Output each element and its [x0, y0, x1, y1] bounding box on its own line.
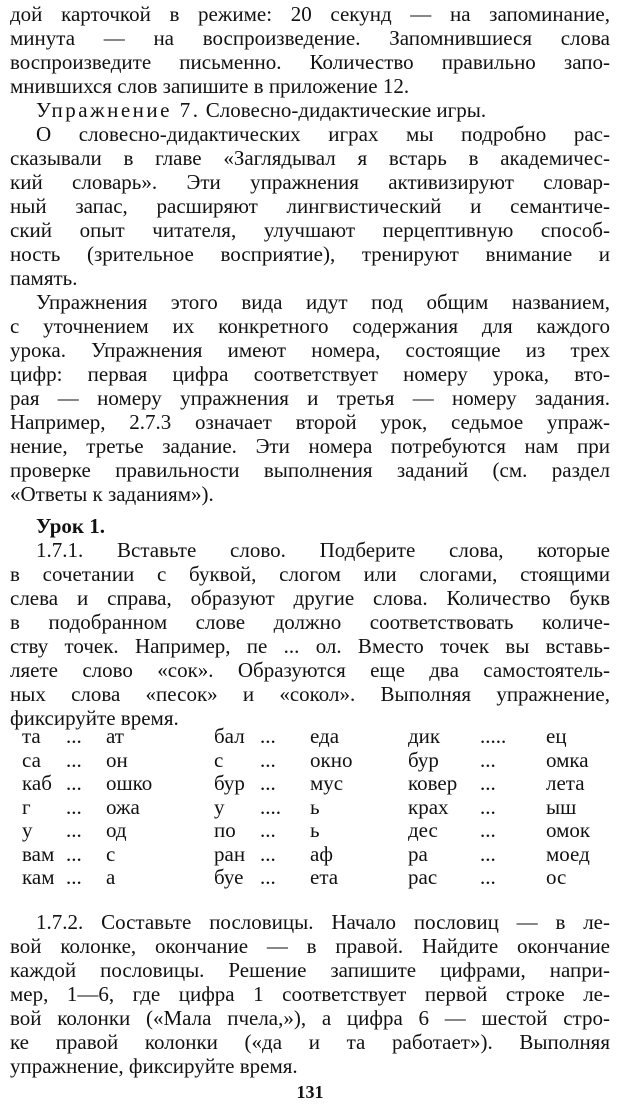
- word-part: у: [22, 818, 33, 842]
- dots-gap: ...: [66, 794, 82, 819]
- word-part: од: [106, 818, 127, 842]
- dots-gap: ...: [260, 724, 276, 748]
- word-part: ец: [546, 724, 567, 748]
- word-part: ран: [214, 841, 246, 866]
- page-number: 131: [296, 1082, 324, 1102]
- dots-gap: ...: [480, 747, 496, 772]
- word-part: ыш: [546, 794, 577, 819]
- word-part: окно: [310, 747, 353, 772]
- dots-gap: ...: [480, 794, 496, 819]
- text-line: каждой пословицы. Решение запишите цифрами, напри-: [10, 958, 610, 982]
- text-line: с уточнением их конкретного содержания для каждого: [10, 314, 610, 338]
- text-line: дой карточкой в режиме: 20 секунд — на запоминание,: [10, 2, 610, 26]
- dots-gap: ...: [260, 747, 276, 772]
- word-part: у: [214, 794, 225, 819]
- text-line: проверке правильности выполнения заданий (см. раздел: [10, 458, 610, 482]
- dots-gap: ...: [480, 841, 496, 866]
- word-part: моед: [546, 841, 590, 866]
- text-line: Например, 2.7.3 означает второй урок, седьмое упраж-: [10, 410, 610, 434]
- text-line: воспроизведите письменно. Количество правильно запо-: [10, 50, 610, 74]
- word-part: ра: [408, 841, 428, 866]
- lesson-heading: Урок 1.: [36, 514, 105, 538]
- word-part: та: [22, 724, 41, 748]
- text-line: цифр: первая цифра соответствует номеру урока, вто-: [10, 362, 610, 386]
- word-part: ат: [106, 724, 124, 748]
- word-part: вам: [22, 841, 55, 866]
- exercise-title: Словесно-дидактические игры.: [205, 98, 487, 122]
- text-line: мнившихся слов запишите в приложение 12.: [10, 74, 410, 98]
- word-part: ошко: [106, 771, 153, 795]
- text-line: ный запас, расширяют лингвистический и семантиче-: [10, 194, 610, 218]
- text-line: вой колонки («Мала пчела,»), а цифра 6 — шестой стро-: [10, 1006, 610, 1030]
- text-line: ский опыт читателя, улучшают перцептивную способ-: [10, 218, 610, 242]
- text-line: ных слова «песок» и «сокол». Выполняя упражнение,: [10, 682, 610, 706]
- word-part: мус: [310, 771, 344, 795]
- text-line: О словесно-дидактических играх мы подробно рас-: [36, 122, 610, 146]
- text-line: урока. Упражнения имеют номера, состоящие из трех: [10, 338, 610, 362]
- text-line: ству точек. Например, пе ... ол. Вместо точек вы вставь-: [10, 634, 610, 658]
- word-part: ос: [546, 865, 567, 889]
- dots-gap: ...: [480, 818, 496, 842]
- dots-gap: ...: [260, 818, 276, 842]
- word-part: он: [106, 747, 128, 772]
- word-part: г: [22, 794, 31, 819]
- word-part: ковер: [408, 771, 458, 795]
- text-line: фиксируйте время.: [10, 706, 179, 730]
- dots-gap: ...: [66, 841, 82, 866]
- word-part: ь: [310, 794, 320, 819]
- text-line: 1.7.2. Составьте пословицы. Начало пословиц — в ле-: [36, 910, 610, 934]
- text-line: ке правой колонки («да и та работает»). Выполняя: [10, 1030, 610, 1054]
- text-line: вой колонке, окончание — в правой. Найдите окончание: [10, 934, 610, 958]
- word-part: бал: [214, 724, 245, 748]
- text-line: ляете слово «сок». Образуются еще два самостоятель-: [10, 658, 610, 682]
- word-part: дик: [408, 724, 441, 748]
- word-part: са: [22, 747, 41, 772]
- dots-gap: ...: [480, 771, 496, 795]
- word-part: по: [214, 818, 236, 842]
- text-line: память.: [10, 266, 78, 290]
- text-line: в сочетании с буквой, слогом или слогами, стоящими: [10, 562, 610, 586]
- word-part: кам: [22, 865, 55, 889]
- dots-gap: ...: [260, 771, 276, 795]
- dots-gap: ...: [66, 818, 82, 842]
- word-part: омка: [546, 747, 589, 772]
- word-part: а: [106, 865, 116, 889]
- text-line: нение, третье задание. Эти номера потребуются нам при: [10, 434, 610, 458]
- word-part: рас: [408, 865, 438, 889]
- text-line: минута — на воспроизведение. Запомнившиеся слова: [10, 26, 610, 50]
- word-part: еда: [310, 724, 340, 748]
- word-part: омок: [546, 818, 591, 842]
- exercise-heading: [0, 98, 620, 122]
- text-line: ность (зрительное восприятие), тренируют внимание и: [10, 242, 610, 266]
- text-line: «Ответы к заданиям»).: [10, 482, 214, 506]
- word-part: бур: [214, 771, 245, 795]
- word-part: аф: [310, 841, 333, 866]
- dots-gap: .....: [480, 724, 507, 748]
- text-line: кий словарь». Эти упражнения активизируют словар-: [10, 170, 610, 194]
- dots-gap: ....: [260, 794, 281, 819]
- word-part: буе: [214, 865, 244, 889]
- text-line: сказывали в главе «Заглядывал я встарь в академичес-: [10, 146, 610, 170]
- text-line: упражнение, фиксируйте время.: [10, 1054, 298, 1078]
- exercise-label: Упражнение 7.: [36, 98, 201, 122]
- word-part: с: [214, 747, 224, 772]
- dots-gap: ...: [66, 771, 82, 795]
- dots-gap: ...: [260, 841, 276, 866]
- word-part: каб: [22, 771, 52, 795]
- word-part: лета: [546, 771, 585, 795]
- word-part: с: [106, 841, 116, 866]
- word-part: ожа: [106, 794, 140, 819]
- dots-gap: ...: [66, 747, 82, 772]
- text-line: рая — номеру упражнения и третья — номеру задания.: [10, 386, 610, 410]
- word-part: ета: [310, 865, 339, 889]
- dots-gap: ...: [66, 724, 82, 748]
- text-line: мер, 1—6, где цифра 1 соответствует первой строке ле-: [10, 982, 610, 1006]
- word-part: крах: [408, 794, 449, 819]
- dots-gap: ...: [480, 865, 496, 889]
- word-part: бур: [408, 747, 439, 772]
- text-line: в подобранном слове должно соответствовать количе-: [10, 610, 610, 634]
- text-line: Упражнения этого вида идут под общим названием,: [36, 290, 610, 314]
- word-part: ь: [310, 818, 320, 842]
- dots-gap: ...: [260, 865, 276, 889]
- word-part: дес: [408, 818, 438, 842]
- dots-gap: ...: [66, 865, 82, 889]
- text-line: слева и справа, образуют другие слова. Количество букв: [10, 586, 610, 610]
- text-line: 1.7.1. Вставьте слово. Подберите слова, которые: [36, 538, 610, 562]
